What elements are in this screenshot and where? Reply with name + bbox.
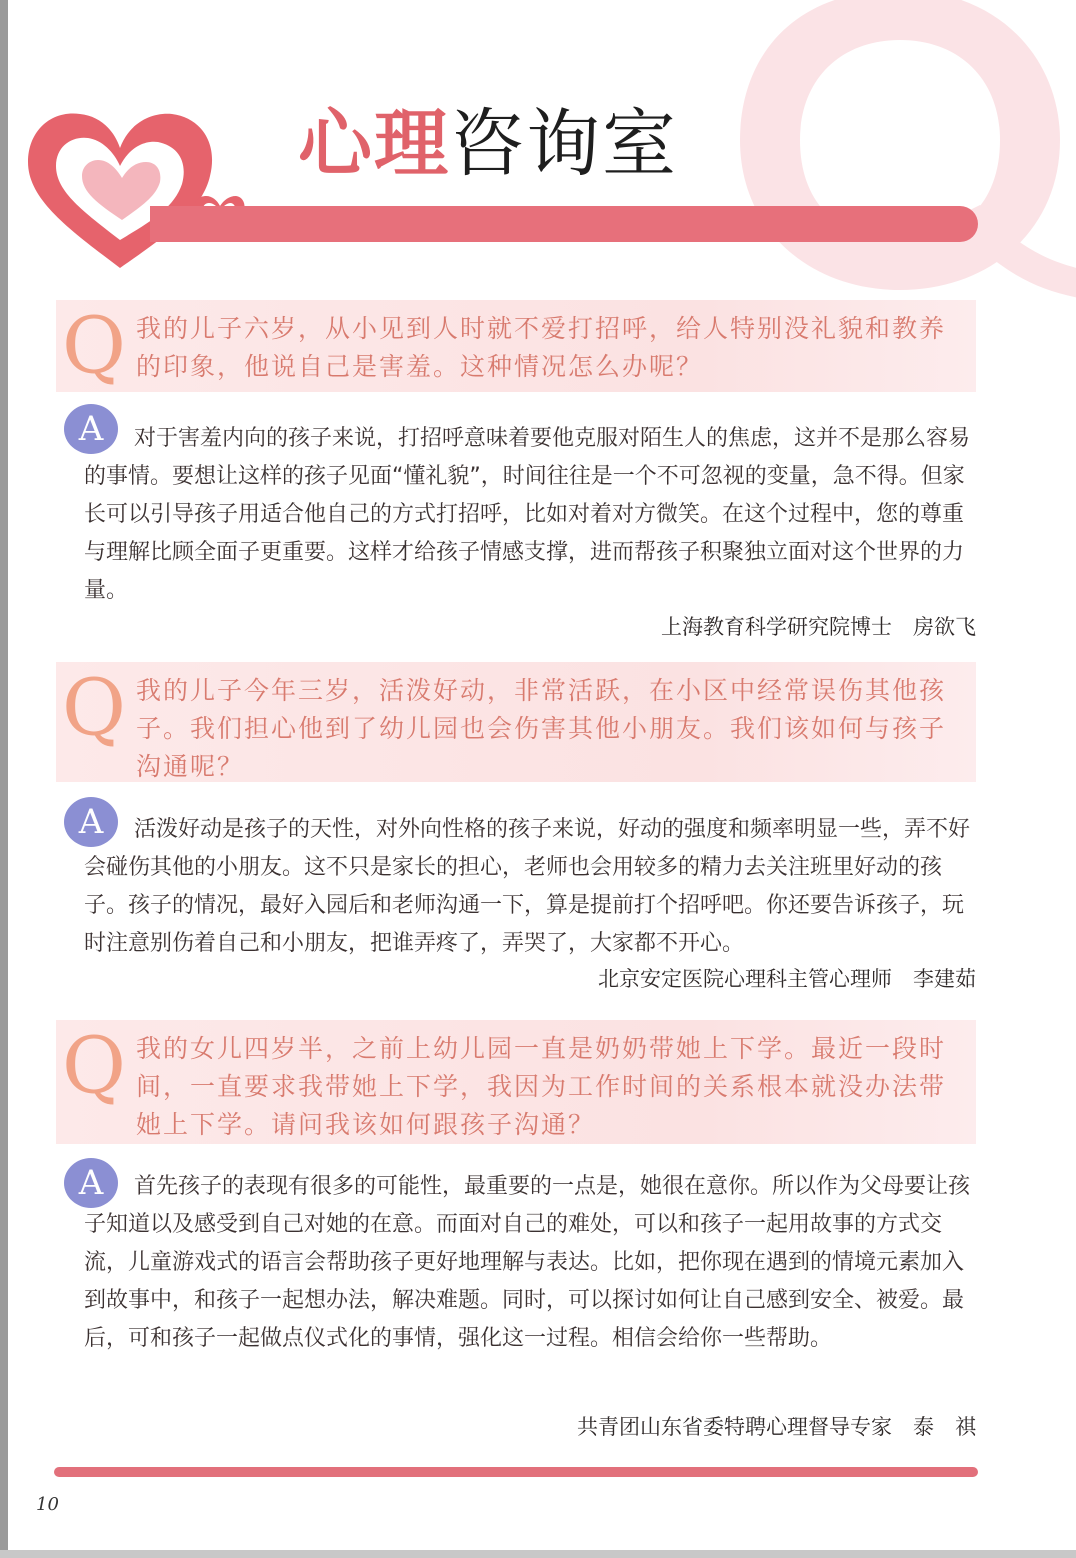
question-text-1: 我的儿子六岁，从小见到人时就不爱打招呼，给人特别没礼貌和教养的印象，他说自己是害羞。这种情况怎么办呢？ <box>136 314 947 381</box>
answer-text-2: 活泼好动是孩子的天性，对外向性格的孩子来说，好动的强度和频率明显一些，弄不好会碰伤其他的小朋友。这不只是家长的担心，老师也会用较多的精力去关注班里好动的孩子。孩子的情况，最好入园后和老师沟通一下，算是提前打个招呼吧。你还要告诉孩子，玩时注意别伤着自己和小朋友，把谁弄疼了，弄哭了，大家都不开心。 <box>84 817 971 956</box>
question-block-3 <box>56 1020 976 1144</box>
answer-text-1: 对于害羞内向的孩子来说，打招呼意味着要他克服对陌生人的焦虑，这并不是那么容易的事情。要想让这样的孩子见面“懂礼貌”，时间往往是一个不可忽视的变量，急不得。但家长可以引导孩子用适合他自己的方式打招呼，比如对着对方微笑。在这个过程中，您的尊重与理解比顾全面子更重要。这样才给孩子情感支撑，进而帮孩子积聚独立面对这个世界的力量。 <box>84 426 971 603</box>
signature-3: 共青团山东省委特聘心理督导专家 泰 祺 <box>577 1415 976 1439</box>
a-badge-icon: A <box>64 404 118 454</box>
title-bold-part: 心理 <box>298 101 450 187</box>
page-title <box>298 96 678 192</box>
a-badge-icon: A <box>64 1158 118 1208</box>
footer-bar <box>54 1467 978 1477</box>
signature-1: 上海教育科学研究院博士 房欲飞 <box>661 615 976 639</box>
q-letter-icon: Q <box>62 301 126 391</box>
question-text-2: 我的儿子今年三岁，活泼好动，非常活跃，在小区中经常误伤其他孩子。我们担心他到了幼儿园也会伤害其他小朋友。我们该如何与孩子沟通呢？ <box>136 676 947 781</box>
page-edge-bottom <box>0 1550 1076 1558</box>
page-number: 10 <box>36 1494 59 1515</box>
heart-decoration-icon <box>10 100 260 280</box>
a-badge-icon: A <box>64 797 118 847</box>
answer-text-3: 首先孩子的表现有很多的可能性，最重要的一点是，她很在意你。所以作为父母要让孩子知道以及感受到自己对她的在意。而面对自己的难处，可以和孩子一起用故事的方式交流，儿童游戏式的语言会帮助孩子更好地理解与表达。比如，把你现在遇到的情境元素加入到故事中，和孩子一起想办法，解决难题。同时，可以探讨如何让自己感到安全、被爱。最后，可和孩子一起做点仪式化的事情，强化这一过程。相信会给你一些帮助。 <box>84 1174 971 1351</box>
large-q-watermark-icon <box>700 0 1076 310</box>
title-underline-bar <box>150 206 978 242</box>
question-block-1 <box>56 300 976 392</box>
page-edge-left <box>0 0 8 1558</box>
q-letter-icon: Q <box>62 1021 126 1111</box>
q-letter-icon: Q <box>62 663 126 753</box>
signature-2: 北京安定医院心理科主管心理师 李建茹 <box>598 967 976 991</box>
question-text-3: 我的女儿四岁半，之前上幼儿园一直是奶奶带她上下学。最近一段时间，一直要求我带她上下学，我因为工作时间的关系根本就没办法带她上下学。请问我该如何跟孩子沟通？ <box>136 1034 947 1139</box>
title-light-part: 咨询室 <box>450 101 678 187</box>
question-block-2 <box>56 662 976 782</box>
